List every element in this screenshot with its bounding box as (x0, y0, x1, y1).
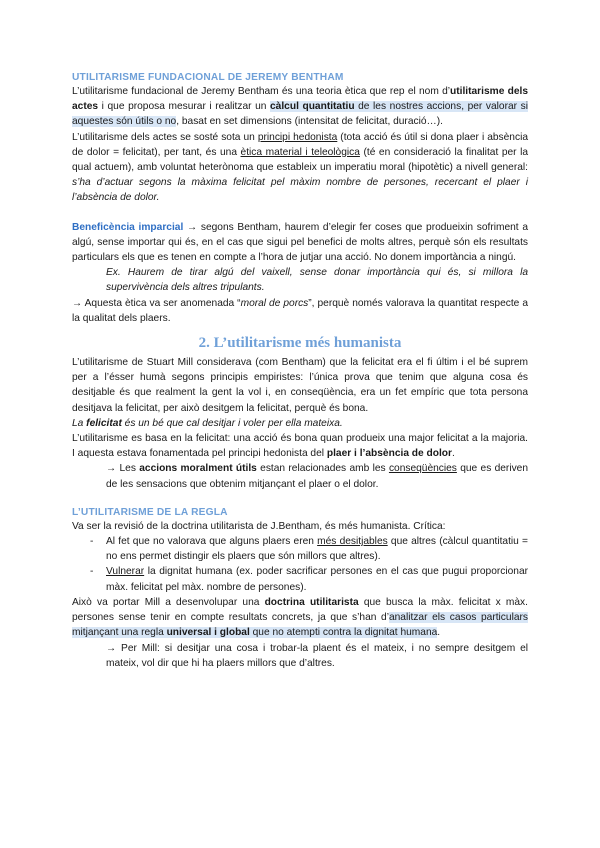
paragraph-useful-actions: → Les accions moralment útils estan relacionades amb les conseqüències que es deriven de les sensacions que obtenim mitjançant el plaer o el dolor. (106, 463, 529, 490)
example-ship: Ex. Haurem de tirar algú del vaixell, sense donar importància qui és, si millora la supervivència dels altres tripulants. (106, 267, 528, 294)
list-item: - Vulnerar la dignitat humana (ex. poder sacrificar persones en el cas que pugui proporcionar màx. felicitat pel màx. nombre de persones). (90, 566, 528, 593)
paragraph-rule-intro: Va ser la revisió de la doctrina utilitarista de J.Bentham, és més humanista. Crítica: (72, 520, 446, 532)
section-heading-rule: L’UTILITARISME DE LA REGLA (72, 506, 228, 518)
paragraph-utilitarianism-basis: L’utilitarisme es basa en la felicitat: una acció és bona quan produeix una major felicitat a la majoria. I aquesta estava fonamentada pel principi hedonista del plaer i l’absència de dolor. (72, 433, 528, 460)
list-item: - Al fet que no valorava que alguns plaers eren més desitjables que altres (càlcul quantitatiu = no ens permet distingir els plaers que són millors que altres). (90, 536, 528, 563)
paragraph-pig-morality: → Aquesta ètica va ser anomenada “moral de porcs”, perquè només valorava la quantitat respecte a la qualitat dels plaers. (72, 297, 528, 324)
paragraph-bentham-intro: L’utilitarisme fundacional de Jeremy Bentham és una teoria ètica que rep el nom d’utilitarisme dels actes i que proposa mesurar i realitzar un càlcul quantitatiu de les nostres accions, per valorar si aquestes són útils o no, basat en set dimensions (intensitat de felicitat, duració…). (72, 86, 528, 128)
section-heading-humanist: 2. L’utilitarisme més humanista (198, 335, 402, 352)
paragraph-mill-doctrine: Això va portar Mill a desenvolupar una doctrina utilitarista que busca la màx. felicitat x màx. persones sense tenir en compte resultats concrets, ja que s’han d’analitzar els casos particulars mitjançant una regla universal i global que no atempti contra la dignitat humana. (72, 596, 528, 639)
paragraph-felicity: La felicitat és un bé que cal desitjar i voler per ella mateixa. (72, 417, 343, 429)
paragraph-hedonism: L’utilitarisme dels actes se sosté sota un principi hedonista (tota acció és útil si dona plaer i absència de dolor = felicitat), per tant, és una ètica material i teleològica (té en consideració la finalitat per la qual actuem), amb voluntat heterònoma que estableix un imperatiu moral (hipotètic) a nivell general: s’ha d’actuar segons la màxima felicitat pel màxim nombre de persones, recercant el plaer i l’absència de dolor. (72, 131, 529, 204)
paragraph-mill: L’utilitarisme de Stuart Mill considerava (com Bentham) que la felicitat era el fi últim i el bé suprem per a l’ésser humà segons principis empiristes: l’única prova que tenim que alguna cosa és desitjable és que realment la gent la vol i, en conseqüència, era un fet empíric que tota persona desitjava la felicitat, per això desitgem la felicitat, perquè és bona. (72, 357, 528, 414)
paragraph-beneficence: Beneficència imparcial → segons Bentham, haurem d’elegir fer coses que produeixin sofriment a algú, sense importar qui és, en el cas que sigui pel benefici de molts altres, perquè són els resultats particulars els que es tenen en compte a l’hora de jutjar una acció. No donem importància a ningú. (72, 221, 528, 264)
paragraph-mill-conclusion: → Per Mill: si desitjar una cosa i trobar-la plaent és el mateix, i no sempre desitgem el mateix, vol dir que hi ha plaers millors que d’altres. (106, 642, 528, 669)
document-content (72, 71, 528, 671)
criticism-list (72, 534, 528, 595)
section-heading-bentham: UTILITARISME FUNDACIONAL DE JEREMY BENTHAM (72, 72, 344, 83)
